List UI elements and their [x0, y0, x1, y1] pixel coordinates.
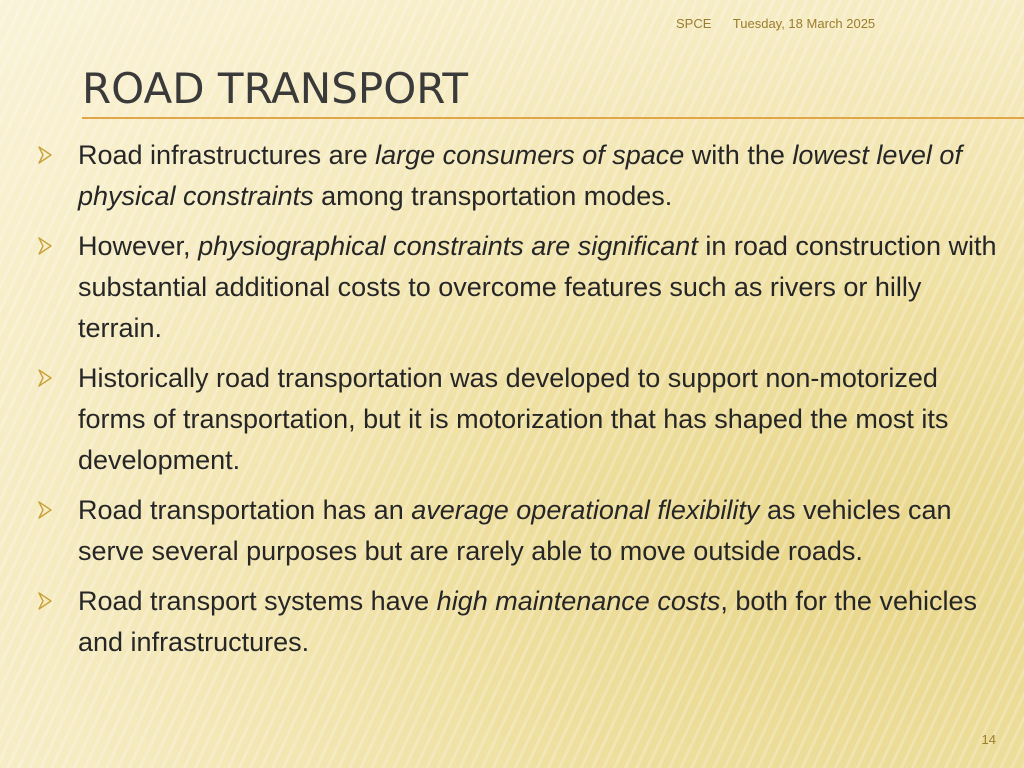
- title-underline: [82, 117, 1024, 119]
- bullet-text: Road transportation has an: [78, 495, 412, 525]
- bullet-text: with the: [684, 140, 793, 170]
- header-org: SPCE: [676, 16, 712, 31]
- emphasis-text: high maintenance costs: [436, 586, 721, 616]
- bullet-text: However,: [78, 231, 199, 261]
- emphasis-text: average operational flexibility: [411, 495, 760, 525]
- header-meta: [676, 16, 893, 31]
- bullet-item: [38, 581, 998, 663]
- bullet-item: [38, 226, 998, 349]
- bullet-item: [38, 358, 998, 481]
- bullet-text: among transportation modes.: [313, 181, 673, 211]
- bullet-text: , both for the vehicles and infrastructures.: [78, 586, 977, 657]
- arrowhead-bullet-icon: [38, 236, 52, 256]
- arrowhead-bullet-icon: [38, 368, 52, 388]
- bullet-list: [38, 135, 998, 672]
- bullet-text: as vehicles can serve several purposes but are rarely able to move outside roads.: [78, 495, 952, 566]
- page-number: 14: [981, 732, 996, 747]
- bullet-item: [38, 490, 998, 572]
- bullet-item: [38, 135, 998, 217]
- emphasis-text: physiographical constraints are significant: [198, 231, 698, 261]
- bullet-text: Road transport systems have: [78, 586, 437, 616]
- bullet-text: Historically road transportation was developed to support non-motorized forms of transportation, but it is motorization that has shaped the most its development.: [78, 363, 949, 475]
- bullet-text: Road infrastructures are: [78, 140, 376, 170]
- emphasis-text: lowest level of physical constraints: [78, 140, 962, 211]
- bullet-text: in road construction with substantial additional costs to overcome features such as rivers or hilly terrain.: [78, 231, 997, 343]
- slide-title: ROAD TRANSPORT: [82, 64, 469, 113]
- arrowhead-bullet-icon: [38, 145, 52, 165]
- emphasis-text: large consumers of space: [375, 140, 685, 170]
- arrowhead-bullet-icon: [38, 591, 52, 611]
- header-date: Tuesday, 18 March 2025: [732, 16, 876, 31]
- arrowhead-bullet-icon: [38, 500, 52, 520]
